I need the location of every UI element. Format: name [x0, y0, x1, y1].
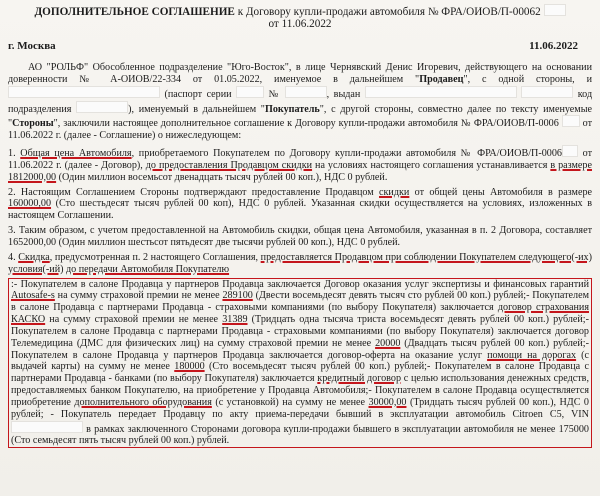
- highlight-discount-word: Скидка: [18, 251, 50, 263]
- highlight-road-amount: 180000: [174, 361, 205, 373]
- seller-word: Продавец: [419, 73, 464, 85]
- clause-text: (Двадцать тысяч рублей 00 коп.) рублей;- Покупателем в салоне Продавца у партнеров Продавца заключается договор-оферта на оказание услуг: [11, 337, 589, 361]
- clause-text: (Сто восемьдесят тысяч рублей 00 коп.) рублей;- Покупателем в салоне Продавца с партнерами Продавца - банками (по выбору Покупателя) заключается: [11, 361, 589, 385]
- title-bold: ДОПОЛНИТЕЛЬНОЕ СОГЛАШЕНИЕ: [34, 6, 235, 18]
- title-rest: к Договору купли-продажи автомобиля № ФРА/ОИОВ/П-00062: [234, 6, 541, 18]
- clause-text: , предусмотренная п. 2 настоящего Соглашения,: [49, 251, 261, 263]
- preamble-text: ", с другой стороны, совместно далее по тексту именуемые ": [8, 103, 593, 130]
- clause-text: на сумму страховой премии не менее: [45, 314, 223, 326]
- clause-text: с целью использования денежных средств, предоставляемых банком Покупателю, на приобретение у Продавца Автомобиля;- Покупателем в салоне Продавца осуществляется приобретение: [11, 373, 589, 408]
- city-date-row: [0, 30, 600, 52]
- highlight-telemed-amount: 20000: [375, 337, 401, 349]
- redaction-box: [365, 86, 517, 98]
- highlight-equipment: дополнительного оборудования: [74, 396, 212, 408]
- highlight-road-assist: помощи на дорогах: [487, 349, 577, 361]
- preamble-text: от 11.06.2022 г. (далее - Соглашение) о нижеследующем:: [8, 118, 593, 142]
- highlight-price-amount: в размере 1812000,00: [8, 159, 592, 183]
- redaction-box: [76, 101, 128, 113]
- highlight-autosafe-amount: 289100: [222, 290, 253, 302]
- clause-text: (Сто шестьдесят тысяч рублей 00 коп), НДС 0 рублей. Указанная скидки осуществляется на условиях, изложенных в настоящем Соглашении.: [8, 198, 592, 222]
- document-title: [0, 0, 600, 30]
- clause-text: от общей цены Автомобиля в размере: [409, 186, 593, 198]
- preamble-text: , выдан: [326, 88, 361, 100]
- clause-text: в рамках заключенного Сторонами договора купли-продажи бывшего в эксплуатации автомобиля не менее 175000 (Сто семьдесят пять тысяч рублей 00 коп.) рублей.: [11, 423, 589, 447]
- doc-date: 11.06.2022: [529, 40, 578, 52]
- agreement-body: [0, 52, 600, 448]
- clause-text: (Тридцать одна тысяча триста восемьдесят девять рублей 00 коп.) рублей;- Покупателем в салоне Продавца с партнерами Продавца - страховыми компаниями (по выбору Покупателя) заключается договор Телемедицина (ДМС для физических лиц) на сумму страховой премии не менее: [11, 314, 589, 349]
- preamble-text: ), именуемый в дальнейшем ": [128, 103, 265, 115]
- clause-4: [8, 252, 592, 276]
- redaction-box: [544, 4, 566, 16]
- clause-text: от 11.06.2022 г. (далее - Договор),: [8, 148, 592, 171]
- city: г. Москва: [8, 40, 56, 52]
- clause-text: (с установкой) на сумму не менее: [211, 396, 369, 408]
- title-date: от 11.06.2022: [268, 18, 332, 30]
- clause-text: 2. Настоящим Соглашением Стороны подтверждают предоставление Продавцом: [8, 186, 380, 198]
- redaction-box: [11, 421, 83, 433]
- highlight-condition: предоставляется Продавцом при соблюдении Покупателем следующего(-их) условия(-ий) до передачи Автомобиля Покупателю: [8, 251, 592, 275]
- preamble-text: код подразделения: [8, 88, 593, 115]
- highlight-kasko: договор страхования КАСКО: [11, 302, 589, 326]
- clause-3: 3. Таким образом, с учетом предоставленной на Автомобиль скидки, общая цена Автомобиля, указанная в п. 2 Договора, составляет 1652000,00 (Один миллион шестьсот пятьдесят две тысячи рублей 00 коп.), НДС 0 рублей.: [8, 225, 592, 248]
- preamble-text: (паспорт серии: [164, 88, 232, 100]
- preamble-text: АО "РОЛЬФ" Обособленное подразделение "Юго-Восток", в лице Чернявский Денис Игоревич, действующего на основании доверенности № А-ОИОВ/22-334 от 01.05.2022, именуемое в дальнейшем ": [8, 62, 592, 85]
- highlight-kasko-amount: 31389: [222, 314, 248, 326]
- redaction-box: [285, 86, 327, 98]
- highlight-discount: скидки: [379, 186, 410, 198]
- clause-number: 4.: [8, 251, 19, 263]
- redaction-box: [521, 86, 573, 98]
- preamble-text: ", с одной стороны, и: [463, 73, 592, 85]
- conditions-box: [8, 278, 592, 449]
- redaction-box: [562, 145, 578, 157]
- buyer-word: Покупатель: [264, 103, 320, 115]
- preamble-text: ", заключили настоящее дополнительное соглашение к Договору купли-продажи автомобиля № ФРА/ОИОВ/П-0006: [53, 118, 559, 130]
- clause-text: (Тридцать тысяч рублей 00 коп.), НДС 0 рублей; - Покупатель передает Продавцу по акту приема-передачи бывший в эксплуатации автомобиль Citroen C5, VIN: [11, 396, 589, 420]
- highlight-before-discount: до предоставления Продавцом скидки: [145, 159, 313, 171]
- preamble: [8, 62, 592, 142]
- highlight-discount-amount: 160000,00: [8, 198, 52, 210]
- highlight-total-price: Общая цена Автомобиля: [20, 148, 132, 160]
- highlight-autosafe: Autosafe-s: [11, 290, 55, 302]
- redaction-box: [8, 86, 160, 98]
- redaction-box: [562, 115, 580, 127]
- clause-text: (Двести восемьдесят девять тысяч сто рублей 00 коп.) рублей;- Покупателем в салоне Продавца с партнерами Продавца - страховыми компаниями (по выбору Покупателя) заключается: [11, 290, 589, 314]
- clause-text: , приобретаемого Покупателем по Договору купли-продажи автомобиля № ФРА/ОИОВ/П-0006: [131, 148, 562, 160]
- clause-number: 1.: [8, 148, 21, 160]
- clause-text: на условиях настоящего соглашения устанавливается: [312, 159, 551, 171]
- clause-2: [8, 187, 592, 223]
- highlight-credit: кредитный договор: [317, 373, 402, 385]
- clause-1: [8, 145, 592, 184]
- clause-text: :- Покупателем в салоне Продавца у партнеров Продавца заключается Договор оказания услуг экспертизы и финансовых гарантий: [11, 278, 589, 290]
- clause-text: (с выдачей карты) на сумму не менее: [11, 349, 589, 373]
- redaction-box: [236, 86, 264, 98]
- parties-word: Стороны: [12, 118, 54, 130]
- clause-text: на сумму страховой премии не менее: [54, 290, 223, 302]
- highlight-equipment-amount: 30000,00: [368, 396, 407, 408]
- preamble-text: №: [268, 88, 281, 100]
- clause-text: (Один миллион восемьсот двенадцать тысяч рублей 00 коп.), НДС 0 рублей.: [56, 171, 388, 183]
